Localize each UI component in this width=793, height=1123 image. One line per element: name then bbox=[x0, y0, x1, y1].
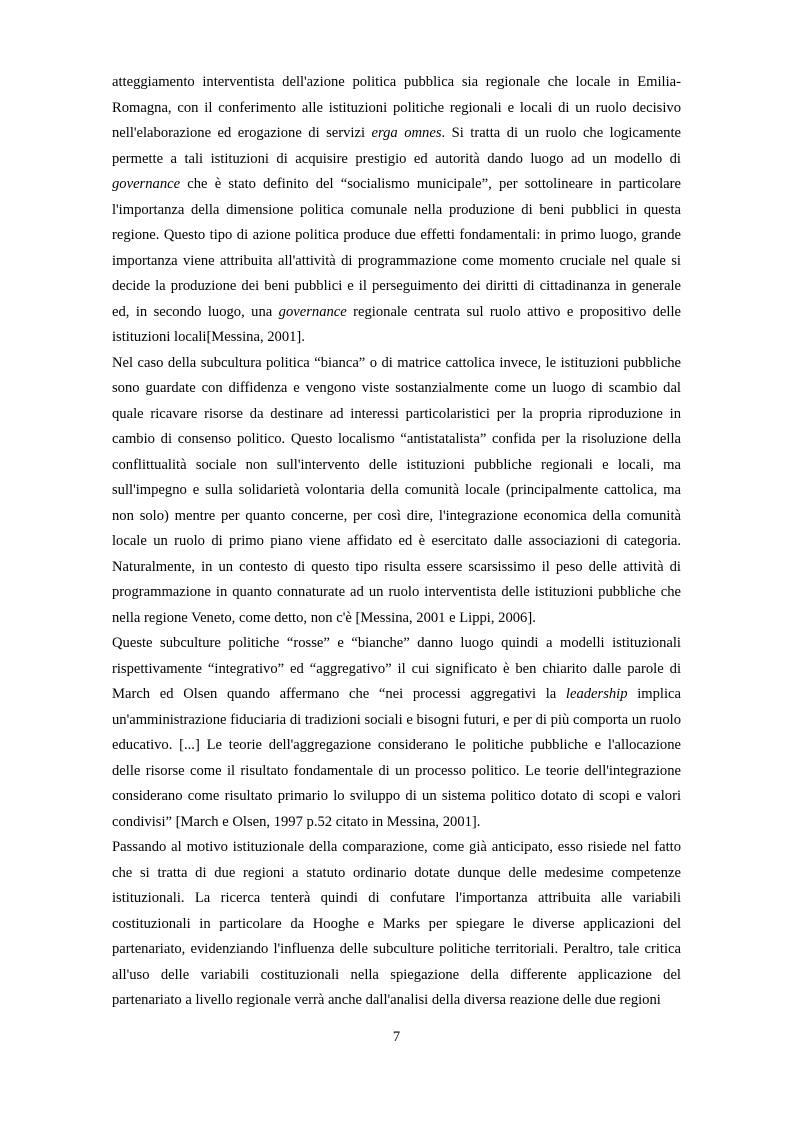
text-run: atteggiamento interventista dell'azione politica pubblica sia regionale che locale in Emilia-Romagna, con il conferimento alle istituzioni politiche regionali e locali di un ruolo decisivo nell'elaborazione ed erogazione di servizi bbox=[112, 74, 681, 141]
italic-term: governance bbox=[112, 176, 181, 192]
paragraph-motivo-istituzionale bbox=[112, 835, 681, 1014]
text-run: implica un'amministrazione fiduciaria di tradizioni sociali e bisogni futuri, e per di più comporta un ruolo educativo. [...] Le teorie dell'aggregazione considerano le politiche pubbliche e l'allocazione delle risorse come il risultato fondamentale di un processo politico. Le teorie dell'integrazione considerano come risultato primario lo sviluppo di un sistema politico dotato di scopi e valori condivisi” [March e Olsen, 1997 p.52 citato in Messina, 2001]. bbox=[112, 686, 681, 830]
paragraph-emilia-romagna bbox=[112, 70, 681, 351]
text-run: regionale centrata sul ruolo attivo e propositivo delle istituzioni locali[Messina, 2001]. bbox=[112, 303, 681, 345]
paragraph-modelli-istituzionali bbox=[112, 631, 681, 835]
paragraph-subcultura-bianca bbox=[112, 351, 681, 632]
text-run: . Si tratta di un ruolo che logicamente permette a tali istituzioni di acquisire prestigio ed autorità dando luogo ad un modello di bbox=[112, 125, 681, 167]
page-body bbox=[112, 70, 681, 1014]
text-run: Passando al motivo istituzionale della comparazione, come già anticipato, esso risiede nel fatto che si tratta di due regioni a statuto ordinario dotate dunque delle medesime competenze istituzionali. La ricerca tenterà quindi di confutare l'importanza attribuita alle variabili costituzionali in particolare da Hooghe e Marks per spiegare le diverse applicazioni del partenariato, evidenziando l'influenza delle subculture politiche territoriali. Peraltro, tale critica all'uso delle variabili costituzionali nella spiegazione della differente applicazione del partenariato a livello regionale verrà anche dall'analisi della diversa reazione delle due regioni bbox=[112, 839, 681, 1008]
text-run: Queste subculture politiche “rosse” e “bianche” danno luogo quindi a modelli istituzionali rispettivamente “integrativo” ed “aggregativo” il cui significato è ben chiarito dalle parole di March ed Olsen quando affermano che “nei processi aggregativi la bbox=[112, 635, 681, 702]
page-number: 7 bbox=[392, 1029, 401, 1045]
italic-term: erga omnes bbox=[371, 125, 442, 141]
text-run: Nel caso della subcultura politica “bianca” o di matrice cattolica invece, le istituzioni pubbliche sono guardate con diffidenza e vengono viste sostanzialmente come un luogo di scambio dal quale ricavare risorse da destinare ad interessi particolaristici per la propria riproduzione in cambio di consenso politico. Questo localismo “antistatalista” confida per la risoluzione della conflittualità sociale non sull'intervento delle istituzioni pubbliche regionali e locali, ma sull'impegno e sulla solidarietà volontaria della comunità locale (principalmente cattolica, ma non solo) mentre per quanto concerne, per così dire, l'integrazione economica della comunità locale un ruolo di primo piano viene affidato ed è esercitato dalle associazioni di categoria. Naturalmente, in un contesto di questo tipo risulta essere scarsissimo il peso delle attività di programmazione in quanto connaturate ad un ruolo interventista delle istituzioni pubbliche che nella regione Veneto, come detto, non c'è [Messina, 2001 e Lippi, 2006]. bbox=[112, 354, 681, 626]
text-run: che è stato definito del “socialismo municipale”, per sottolineare in particolare l'importanza della dimensione politica comunale nella produzione di beni pubblici in questa regione. Questo tipo di azione politica produce due effetti fondamentali: in primo luogo, grande importanza viene attribuita all'attività di programmazione come momento cruciale nel quale si decide la produzione dei beni pubblici e il perseguimento dei diritti di cittadinanza in generale ed, in secondo luogo, una bbox=[112, 176, 681, 320]
italic-term: governance bbox=[278, 303, 347, 320]
italic-term: leadership bbox=[565, 686, 628, 702]
